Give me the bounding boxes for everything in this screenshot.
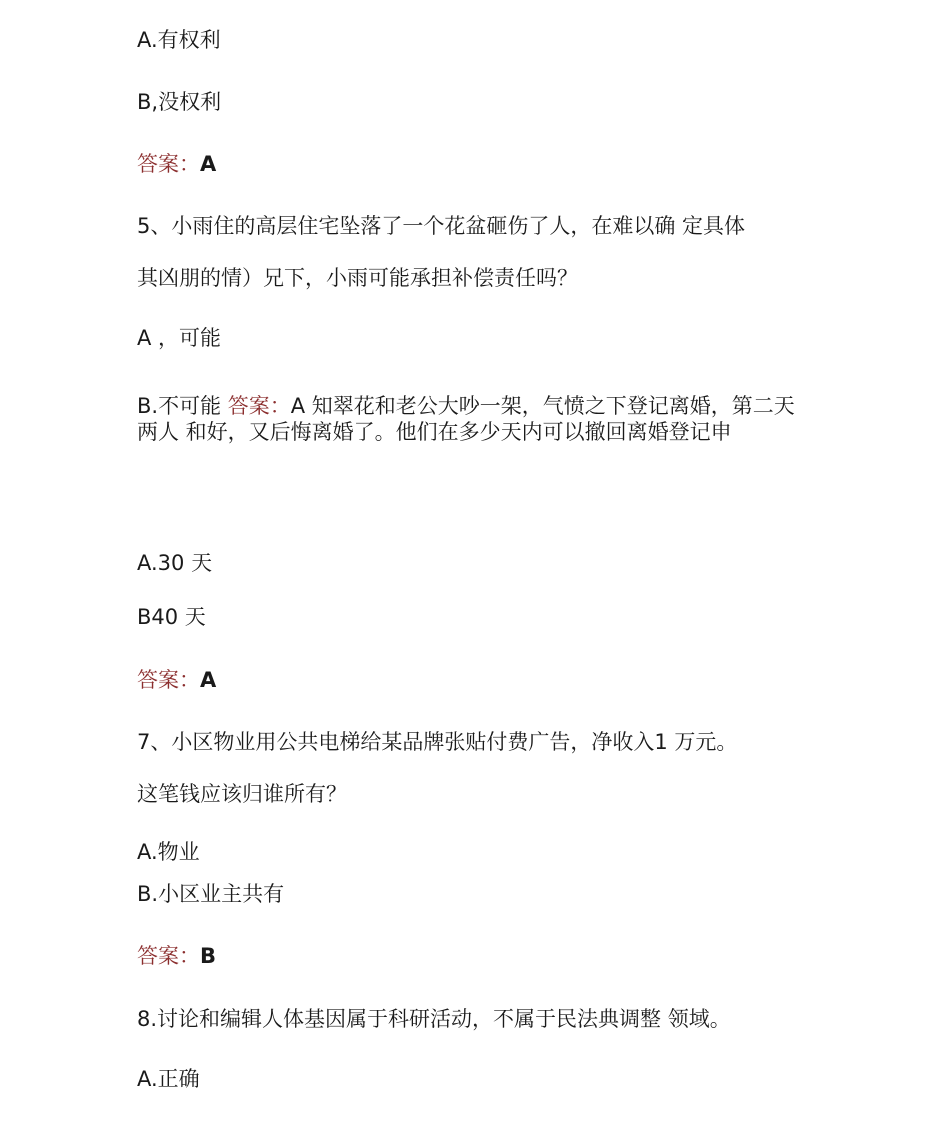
question-6-text: A 知翠花和老公大吵一架，气愤之下登记离婚，第二天两人 和好，又后悔离婚了。他们在多少天内可以撤回离婚登记申 [137,394,795,444]
question-7-line1: 7、小区物业用公共电梯给某品牌张贴付费广告，净收入1 万元。 [137,730,738,754]
answer-label: 答案： [137,152,200,176]
option-a-has-right: A.有权利 [137,28,221,52]
answer-line [137,670,216,691]
option-a-possible: A ，可能 [137,326,222,350]
question-5-line1: 5、小雨住的高层住宅坠落了一个花盆砸伤了人，在难以确 定具体 [137,214,746,238]
answer-label: 答案： [137,668,200,692]
question-5-line2: 其凶朋的情）兄下，小雨可能承担补偿责任吗？ [137,266,578,290]
answer-value: B [200,944,217,968]
option-a-property: A.物业 [137,840,200,864]
question-8: 8.讨论和编辑人体基因属于科研活动，不属于民法典调整 领域。 [137,1007,731,1031]
option-a-correct: A.正确 [137,1067,200,1091]
option-a-30-days: A.30 天 [137,551,213,575]
answer-value: A [200,152,217,176]
question-6-paragraph [137,393,807,445]
option-b-impossible: B.不可能 [137,394,228,418]
option-b-no-right: B,没权利 [137,90,222,114]
option-b-owners: B.小区业主共有 [137,882,285,906]
answer-line [137,946,216,967]
answer-value: A [200,668,217,692]
answer-label: 答案： [227,394,291,418]
question-7-line2: 这笔钱应该归谁所有？ [137,782,347,806]
option-b-40-days: B40 天 [137,605,206,629]
answer-line [137,154,216,175]
answer-label: 答案： [137,944,200,968]
